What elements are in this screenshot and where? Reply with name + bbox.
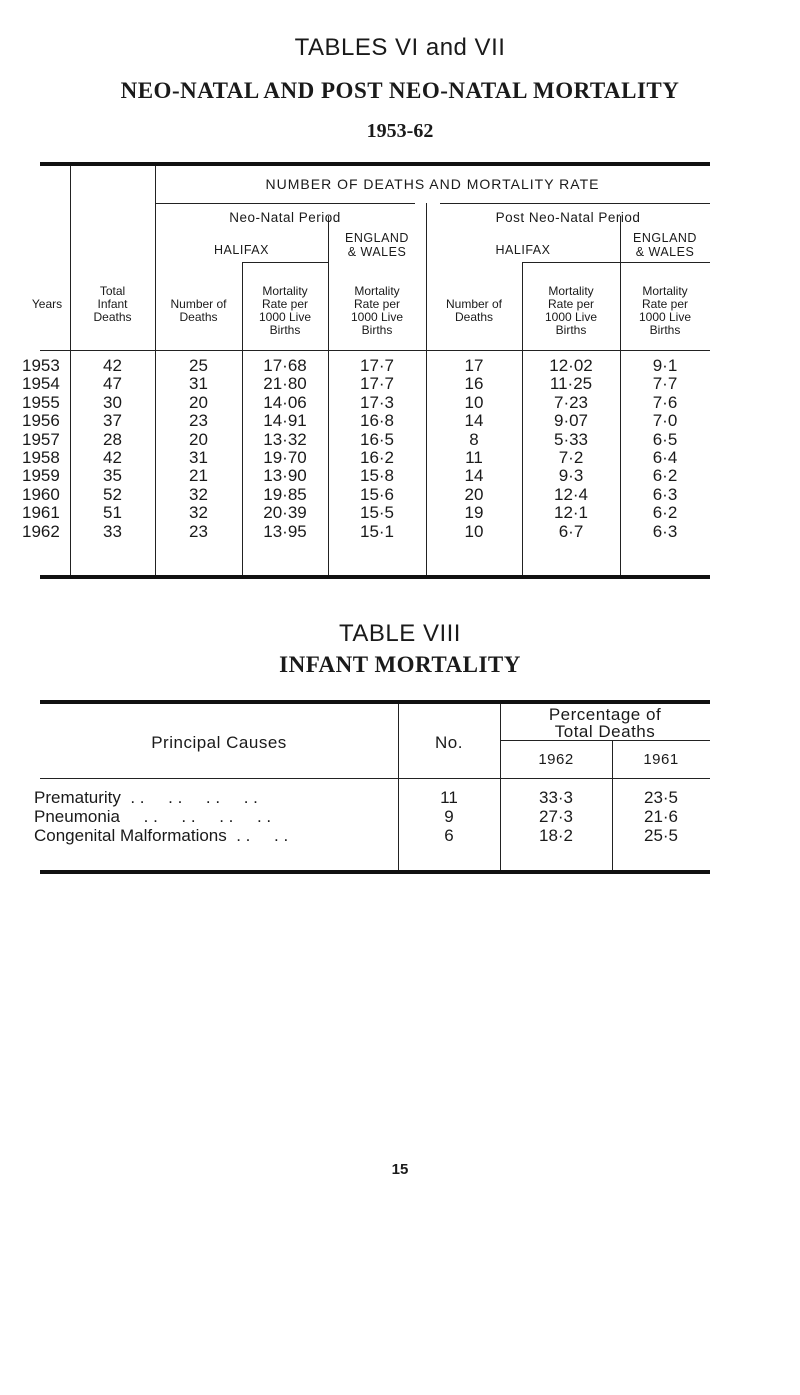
cell-ew-neo-rate: 17·7 (359, 374, 395, 394)
header-hx-post-rate-2: Rate per (547, 297, 595, 311)
cell-hx-neo-deaths: 20 (189, 429, 208, 449)
cell-hx-neo-deaths: 31 (189, 374, 208, 394)
cell-year: 1960 (22, 484, 60, 504)
tables-years: 1953-62 (366, 120, 434, 142)
cell-ew-post-rate: 6·3 (652, 521, 678, 541)
cell-cause: Prematurity . . . . . . . . (34, 788, 258, 807)
header-hx-post-rate-3: 1000 Live (544, 310, 598, 324)
cell-number: 11 (440, 788, 458, 807)
cell-ew-neo-rate: 16·8 (359, 411, 395, 431)
header-halifax-neo: HALIFAX (214, 243, 269, 257)
header-ew-post-rate-3: 1000 Live (638, 310, 692, 324)
cell-ew-post-rate: 6·4 (652, 448, 678, 467)
header-hx-post-rate-1: Mortality (548, 284, 594, 298)
cell-hx-post-deaths: 14 (464, 466, 484, 486)
cell-hx-post-rate: 12·02 (549, 356, 593, 375)
cell-hx-neo-deaths: 31 (189, 448, 208, 467)
cell-hx-post-rate: 9·3 (558, 466, 584, 486)
header-post-neo-natal: Post Neo-Natal Period (495, 210, 641, 225)
cell-hx-neo-rate: 14·91 (263, 411, 307, 431)
cell-ew-post-rate: 6·2 (652, 466, 678, 486)
cell-hx-post-rate: 7·23 (553, 392, 589, 412)
header-ew-post-rate-1: Mortality (642, 284, 688, 298)
header-ew-neo-rate-2: Rate per (353, 297, 401, 311)
cell-hx-neo-rate: 20·39 (263, 503, 307, 523)
cell-hx-post-deaths: 20 (464, 484, 484, 504)
header-hx-post-rate-4: Births (555, 323, 587, 337)
t8-header-no: No. (435, 733, 463, 752)
table8-subtitle: INFANT MORTALITY (279, 652, 521, 677)
cell-hx-neo-rate: 17·68 (263, 356, 307, 375)
cell-hx-neo-deaths: 25 (189, 356, 208, 375)
cell-hx-post-deaths: 11 (465, 448, 483, 467)
cell-pct-1961: 23·5 (643, 788, 679, 807)
cell-ew-post-rate: 7·7 (652, 374, 678, 394)
header-halifax-post: HALIFAX (495, 243, 551, 257)
header-total-1: Total (99, 284, 126, 298)
cell-ew-neo-rate: 16·2 (359, 448, 395, 467)
cell-pct-1961: 21·6 (643, 807, 679, 826)
cell-ew-post-rate: 9·1 (652, 356, 678, 375)
header-total-3: Deaths (93, 310, 132, 324)
cell-year: 1959 (22, 466, 60, 486)
cell-hx-neo-deaths: 23 (189, 411, 208, 431)
hline-ew-post (522, 262, 710, 263)
header-ew-neo-rate-1: Mortality (354, 284, 400, 298)
cell-ew-post-rate: 6·5 (652, 429, 678, 449)
cell-hx-post-deaths: 10 (464, 521, 484, 541)
cell-ew-post-rate: 7·6 (652, 392, 678, 412)
cell-total-deaths: 52 (103, 484, 122, 504)
header-ew-neo-rate-3: 1000 Live (350, 310, 404, 324)
header-hx-post-num-1: Number of (445, 297, 503, 311)
cell-hx-neo-deaths: 20 (189, 392, 208, 412)
table8-top-rule (40, 700, 710, 704)
cell-pct-1961: 25·5 (643, 826, 679, 845)
header-hx-neo-rate-1: Mortality (262, 284, 308, 298)
cell-cause: Pneumonia . . . . . . . . (34, 807, 272, 826)
cell-year: 1962 (22, 521, 60, 541)
header-england-post-1: ENGLAND (633, 231, 697, 245)
table-top-rule (40, 162, 710, 166)
cell-hx-post-deaths: 16 (464, 374, 484, 394)
table8-title: TABLE VIII (339, 620, 461, 647)
cell-total-deaths: 47 (103, 374, 122, 394)
cell-hx-post-rate: 6·7 (558, 521, 584, 541)
cell-hx-post-rate: 7·2 (558, 448, 584, 467)
cell-ew-neo-rate: 15·8 (359, 466, 395, 486)
cell-hx-neo-rate: 14·06 (263, 392, 307, 412)
cell-hx-neo-deaths: 23 (189, 521, 208, 541)
cell-total-deaths: 42 (103, 448, 122, 467)
tables-subtitle: NEO-NATAL AND POST NEO-NATAL MORTALITY (120, 78, 680, 103)
header-ew-neo-rate-4: Births (361, 323, 393, 337)
cell-year: 1954 (22, 374, 60, 394)
t8-header-pct-2: Total Deaths (554, 722, 656, 741)
cell-total-deaths: 51 (103, 503, 122, 523)
t8-header-1962: 1962 (538, 751, 574, 768)
cell-total-deaths: 42 (103, 356, 122, 375)
t8-header-pct-1: Percentage of (548, 705, 662, 724)
cell-hx-post-rate: 5·33 (553, 429, 589, 449)
cell-hx-neo-rate: 19·70 (263, 448, 307, 467)
table8-bottom-rule (40, 870, 710, 874)
header-england-neo-1: ENGLAND (345, 231, 409, 245)
header-hx-neo-rate-4: Births (269, 323, 301, 337)
cell-year: 1961 (22, 503, 60, 523)
cell-hx-neo-rate: 19·85 (263, 484, 307, 504)
cell-year: 1956 (22, 411, 60, 431)
cell-hx-neo-rate: 21·80 (263, 374, 307, 394)
cell-year: 1958 (22, 448, 60, 467)
header-number-of-deaths: NUMBER OF DEATHS AND MORTALITY RATE (265, 176, 600, 192)
cell-ew-neo-rate: 17·3 (359, 392, 395, 412)
cell-ew-neo-rate: 16·5 (359, 429, 395, 449)
header-hx-post-num-2: Deaths (454, 310, 494, 324)
cell-pct-1962: 33·3 (538, 788, 574, 807)
t8-hline-header-bottom (40, 778, 710, 779)
page-number: 15 (391, 1161, 409, 1178)
cell-ew-neo-rate: 17·7 (359, 356, 395, 375)
header-hx-neo-num-1: Number of (170, 297, 227, 311)
header-hx-neo-num-2: Deaths (179, 310, 218, 324)
table-bottom-rule (40, 575, 710, 579)
cell-ew-post-rate: 6·2 (652, 503, 678, 523)
hline-post (440, 203, 710, 204)
cell-total-deaths: 35 (103, 466, 122, 486)
header-hx-neo-rate-3: 1000 Live (258, 310, 312, 324)
cell-total-deaths: 37 (103, 411, 122, 431)
t8-header-1961: 1961 (643, 751, 679, 768)
cell-total-deaths: 33 (103, 521, 122, 541)
cell-hx-neo-deaths: 32 (189, 503, 208, 523)
cell-total-deaths: 30 (103, 392, 122, 412)
cell-hx-neo-deaths: 21 (189, 466, 208, 486)
header-hx-neo-rate-2: Rate per (261, 297, 309, 311)
cell-total-deaths: 28 (103, 429, 122, 449)
cell-hx-post-deaths: 8 (469, 429, 479, 449)
header-neo-natal: Neo-Natal Period (229, 210, 341, 225)
cell-ew-neo-rate: 15·6 (359, 484, 395, 504)
header-years: Years (31, 297, 63, 311)
cell-pct-1962: 27·3 (538, 807, 574, 826)
cell-hx-post-rate: 12·1 (553, 503, 589, 523)
header-england-post-2: & WALES (635, 245, 695, 259)
cell-year: 1957 (22, 429, 60, 449)
cell-hx-post-deaths: 14 (464, 411, 484, 431)
header-total-2: Infant (97, 297, 128, 311)
cell-ew-post-rate: 6·3 (652, 484, 678, 504)
cell-ew-post-rate: 7·0 (652, 411, 678, 431)
hline-ew-neo (242, 262, 328, 263)
cell-hx-post-rate: 12·4 (553, 484, 589, 504)
cell-ew-neo-rate: 15·1 (359, 521, 395, 541)
hline-neo (155, 203, 415, 204)
header-ew-post-rate-4: Births (649, 323, 681, 337)
hline-header-bottom (40, 350, 710, 351)
cell-hx-post-deaths: 10 (464, 392, 484, 412)
cell-number: 9 (444, 807, 454, 826)
cell-number: 6 (444, 826, 454, 845)
cell-hx-neo-rate: 13·90 (263, 466, 307, 486)
cell-hx-post-deaths: 19 (464, 503, 484, 523)
cell-year: 1953 (22, 356, 60, 375)
header-ew-post-rate-2: Rate per (641, 297, 689, 311)
header-england-neo-2: & WALES (347, 245, 407, 259)
cell-ew-neo-rate: 15·5 (359, 503, 395, 523)
cell-hx-neo-deaths: 32 (189, 484, 208, 504)
cell-pct-1962: 18·2 (538, 826, 574, 845)
t8-header-causes: Principal Causes (151, 733, 287, 752)
cell-hx-neo-rate: 13·32 (263, 429, 307, 449)
cell-hx-post-rate: 9·07 (553, 411, 589, 431)
cell-hx-neo-rate: 13·95 (263, 521, 307, 541)
cell-hx-post-rate: 11·25 (549, 374, 593, 394)
cell-year: 1955 (22, 392, 60, 412)
cell-cause: Congenital Malformations . . . . (34, 826, 289, 845)
tables-title: TABLES VI and VII (294, 34, 506, 61)
cell-hx-post-deaths: 17 (464, 356, 484, 375)
